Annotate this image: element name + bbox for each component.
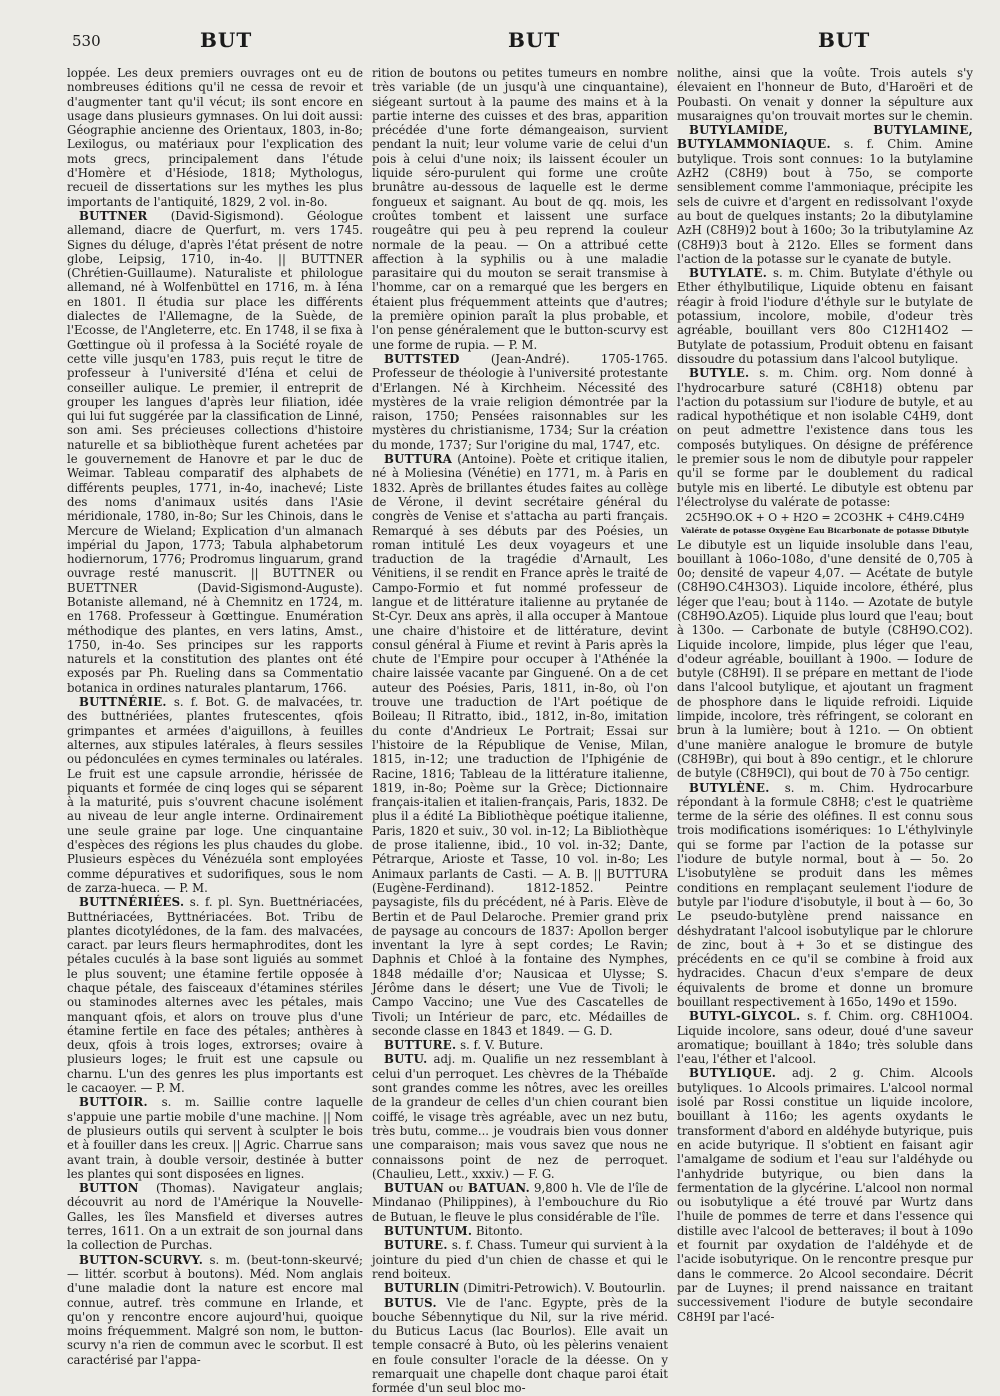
entry-headword: BUTTURE.: [384, 1038, 457, 1053]
entry-text: Vle de l'anc. Egypte, près de la bouche Sébennytique du Nil, sur la rive mérid. du Buticus Lacus (lac Bourlos). Elle avait un temple consacré à Buto, où les pèlerins venaient en foule consulter l'oracle de la déesse. On y remarquait une chapelle dont chaque paroi était formée d'un seul bloc mo-: [372, 1295, 668, 1396]
entry-headword: BUTTNÉRIE.: [79, 695, 167, 710]
entry-text: Bitonto.: [475, 1224, 523, 1239]
dictionary-entry: [677, 538, 973, 781]
entry-text: s. m. Chim. org. Nom donné à l'hydrocarbure saturé (C8H18) obtenu par l'action du potassium sur l'iodure de butyle, et au radical hypothétique et non isolable C4H9, dont on peut admettre l'existence dans tous les composés butyliques. On désigne de préférence le premier sous le nom de dibutyle pour rappeler qu'il se forme par le doublement du radical butyle mis en liberté. Le dibutyle est obtenu par l'électrolyse du valérate de potasse:: [677, 366, 973, 509]
text-column-1: [67, 66, 363, 1367]
entry-text: adj. 2 g. Chim. Alcools butyliques. 1o Alcools primaires. L'alcool normal isolé par Rossi constitue un liquide incolore, bouillant à 116o; les agents oxydants le transforment d'abord en aldéhyde butyrique, puis en acide butyrique. Il s'obtient en faisant agir l'amalgame de sodium et l'eau sur l'aldéhyde ou l'anhydride butyrique, ou bien dans la fermentation de la glycérine. L'alcool non normal ou isobutylique a été trouvé par Wurtz dans l'huile de pommes de terre et dans l'essence qui distille avec l'alcool de betteraves; il bout à 109o et fournit par oxydation de l'aldéhyde et de l'acide isobutyrique. On le rencontre presque pur dans le commerce. 2o Alcool secondaire. Décrit par de Luynes; il prend naissance en traitant successivement l'iodure de butyle secondaire C8H9I par l'acé-: [677, 1066, 973, 1324]
entry-text: s. f. V. Buture.: [460, 1038, 544, 1053]
entry-text: (Antoine). Poète et critique italien, né à Moliesina (Vénétie) en 1771, m. à Paris en 1832. Après de brillantes études faites au collège de Vérone, il devint secrétaire général du congrès de Venise et s'attacha au parti français. Remarqué à ses débuts par des Poésies, un roman intitulé Les deux voyageurs et une traduction de la tragédie d'Arnault, Les Vénitiens, il se rendit en France après le traité de Campo-Formio et fut nommé professeur de langue et de littérature italienne au prytanée de St-Cyr. Deux ans après, il alla occuper à Mantoue une chaire d'histoire et de littérature, devint consul général à Fiume et revint à Paris après la chute de l'Empire pour occuper à l'Athénée la chaire laissée vacante par Ginguené. On a de cet auteur des Poésies, Paris, 1811, in-8o, où l'on trouve une traduction de l'Art poétique de Boileau; Il Ritratto, ibid., 1812, in-8o, imitation du conte d'Andrieux Le Portrait; Essai sur l'histoire de la République de Venise, Milan, 1815, in-12; une traduction de l'Iphigénie de Racine, 1816; Tableau de la littérature italienne, 1819, in-8o; Poème sur la Grèce; Dictionnaire français-italien et italien-français, Paris, 1832. De plus il a édité La Bibliothèque poétique italienne, Paris, 1820 et suiv., 30 vol. in-12; La Bibliothèque de prose italienne, ibid., 10 vol. in-32; Dante, Pétrarque, Arioste et Tasse, 10 vol. in-8o; Les Animaux parlants de Casti. — A. B. || BUTTURA (Eugène-Ferdinand). 1812-1852. Peintre paysagiste, fils du précédent, né à Paris. Elève de Bertin et de Paul Delaroche. Premier grand prix de paysage au concours de 1837: Apollon berger inventant la lyre à sept cordes; Le Ravin; Daphnis et Chloé à la fontaine des Nymphes, 1848 médaille d'or; Nausicaa et Ulysse; S. Jérôme dans le désert; une Vue de Tivoli; le Campo Vaccino; une Vue des Cascatelles de Tivoli; un Intérieur de parc, etc. Médailles de seconde classe en 1843 et 1849. — G. D.: [372, 452, 668, 1038]
dictionary-entry: [372, 1224, 668, 1238]
entry-text: adj. m. Qualifie un nez ressemblant à celui d'un perroquet. Les chèvres de la Thébaïde sont grandes comme les nôtres, avec les oreilles de la grandeur de celles d'un chien courant bien coiffé, le visage très agréable, avec un nez butu, très butu, comme... je voudrais bien vous donner une comparaison; mais vous savez que nous ne connaissons point de nez de perroquet. (Chaulieu, Lett., xxxiv.) — F. G.: [372, 1052, 668, 1181]
entry-headword: BUTUAN ou BATUAN.: [384, 1181, 531, 1196]
dictionary-entry: [67, 1253, 363, 1367]
entry-headword: BUTUS.: [384, 1295, 437, 1310]
dictionary-entry: [372, 1038, 668, 1052]
dictionary-entry: [677, 123, 973, 266]
entry-headword: BUTURLIN: [384, 1281, 460, 1296]
dictionary-entry: [372, 66, 668, 352]
dictionary-entry: [67, 209, 363, 695]
entry-headword: BUTYLATE.: [689, 266, 768, 281]
entry-headword: BUTUNTUM.: [384, 1224, 473, 1239]
entry-text: (David-Sigismond). Géologue allemand, diacre de Querfurt, m. vers 1745. Signes du déluge, d'après l'état présent de notre globe, Leipsig, 1710, in-4o. || BUTTNER (Chrétien-Guillaume). Naturaliste et philologue allemand, né à Wolfenbüttel en 1716, m. à Iéna en 1801. Il étudia sur place les différents dialectes de l'Allemagne, de la Suède, de l'Ecosse, de l'Angleterre, etc. En 1748, il se fixa à Gœttingue où il professa à la Société royale de cette ville jusqu'en 1783, puis reçut le titre de professeur à l'université d'Iéna et celui de conseiller aulique. Le premier, il entreprit de grouper les langues d'après leur filiation, idée qui lui fut suggérée par la classification de Linné, son ami. Ses précieuses collections d'histoire naturelle et sa bibliothèque furent achetées par le gouvernement de Hanovre et par le duc de Weimar. Tableau comparatif des alphabets de différents peuples, 1771, in-4o, inachevé; Liste des noms d'animaux usités dans l'Asie méridionale, 1780, in-8o; Sur les Chinois, dans le Mercure de Wieland; Explication d'un almanach impérial du Japon, 1773; Tabula alphabetorum hodiernorum, 1776; Prodromus linguarum, grand ouvrage resté manuscrit. || BUTTNER ou BUETTNER (David-Sigismond-Auguste). Botaniste allemand, né à Chemnitz en 1724, m. en 1768. Professeur à Gœttingue. Enumération méthodique des plantes, en vers latins, Amst., 1750, in-4o. Ses principes sur les rapports naturels et la constitution des plantes ont été exposés par Ph. Rueling dans sa Commentatio botanica in ordines naturales plantarum, 1766.: [67, 208, 363, 695]
dictionary-entry: [677, 366, 973, 509]
dictionary-entry: [372, 352, 668, 452]
dictionary-entry: [372, 1181, 668, 1224]
entry-text: rition de boutons ou petites tumeurs en nombre très variable (de un jusqu'à une cinquantaine), siégeant surtout à la paume des mains et à la partie interne des cuisses et des bras, apparition précédée d'une forte démangeaison, survient pendant la nuit; leur volume varie de celui d'un pois à celui d'une noix; ils laissent écouler un liquide séro-purulent qui forme une croûte brunâtre au-dessous de laquelle est le derme fongueux et saignant. Au bout de qq. mois, les croûtes tombent et laissent une surface rougeâtre qui peu à peu reprend la couleur normale de la peau. — On a attribué cette affection à la syphilis ou à une maladie parasitaire qui du mouton se serait transmise à l'homme, car on a remarqué que les bergers en étaient plus fréquemment atteints que d'autres; la première opinion paraît la plus probable, et l'on pense généralement que le button-scurvy est une forme de rupia. — P. M.: [372, 66, 668, 352]
running-head-left: BUT: [200, 28, 253, 52]
dictionary-entry: [67, 695, 363, 895]
entry-headword: BUTYLE.: [689, 366, 750, 381]
entry-headword: BUTU.: [384, 1052, 428, 1067]
dictionary-entry: [67, 1181, 363, 1252]
entry-text: nolithe, ainsi que la voûte. Trois autels s'y élevaient en l'honneur de Buto, d'Haroëri et de Poubasti. On venait y donner la sépulture aux musaraignes qu'on trouvait mortes sur le chemin.: [677, 66, 973, 123]
entry-text: s. m. (beut-tonn-skeurvé; — littér. scorbut à boutons). Méd. Nom anglais d'une maladie dont la nature est encore mal connue, autref. très commune en Irlande, et qu'on y rencontre encore aujourd'hui, quoique moins fréquemment. Malgré son nom, le button-scurvy n'a rien de commun avec le scorbut. Il est caractérisé par l'appa-: [67, 1252, 363, 1367]
entry-headword: BUTTURA: [384, 452, 453, 467]
dictionary-entry: [372, 1052, 668, 1181]
entry-headword: BUTTSTED: [384, 351, 460, 366]
entry-text: s. f. Bot. G. de malvacées, tr. des buttnériées, plantes frutescentes, qfois grimpantes et armées d'aiguillons, à feuilles alternes, aux stipules latérales, à fleurs sessiles ou pédonculées en cymes terminales ou latérales. Le fruit est une capsule arrondie, hérissée de piquants et formée de cinq loges qui se séparent à la maturité, puis s'ouvrent chacune isolément au niveau de leur angle interne. Ordinairement une seule graine par loge. Une cinquantaine d'espèces des régions les plus chaudes du globe. Plusieurs espèces du Vénézuéla sont employées comme dépuratives et sudorifiques, sous le nom de zarza-hueca. — P. M.: [67, 695, 363, 895]
chemical-equation: 2C5H9O.OK + O + H2O = 2CO3HK + C4H9.C4H9: [685, 511, 965, 525]
entry-text: loppée. Les deux premiers ouvrages ont eu de nombreuses éditions qu'il ne cessa de revoir et d'augmenter tant qu'il vécut; ils sont encore en usage dans plusieurs gymnases. On lui doit aussi: Géographie ancienne des Orientaux, 1803, in-8o; Lexilogus, ou matériaux pour l'explication des mots grecs, principalement dans l'étude d'Homère et d'Hésiode, 1818; Mythologus, recueil de dissertations sur les mythes les plus importants de l'antiquité, 1829, 2 vol. in-8o.: [67, 66, 363, 209]
dictionary-entry: [67, 895, 363, 1095]
dictionary-entry: [677, 1009, 973, 1066]
running-head-center: BUT: [508, 28, 561, 52]
equation-legend-item: Dibutyle: [932, 525, 969, 535]
equation-legend-item: Oxygène: [768, 525, 806, 535]
page-number: 530: [72, 32, 101, 50]
entry-text: s. f. Chim. org. C8H10O4. Liquide incolore, sans odeur, doué d'une saveur aromatique; bouillant à 184o; très soluble dans l'eau, l'éther et l'alcool.: [677, 1009, 973, 1067]
dictionary-entry: [677, 66, 973, 123]
entry-headword: BUTTON-SCURVY.: [79, 1252, 204, 1267]
entry-headword: BUTTON: [79, 1181, 139, 1196]
entry-headword: BUTYLÈNE.: [689, 780, 770, 795]
entry-headword: BUTYL-GLYCOL.: [689, 1009, 801, 1024]
entry-text: (Thomas). Navigateur anglais; découvrit au nord de l'Amérique la Nouvelle-Galles, les îles Mansfield et diverses autres terres, 1611. On a un extrait de son journal dans la collection de Purchas.: [67, 1181, 363, 1253]
entry-text: Le dibutyle est un liquide insoluble dans l'eau, bouillant à 106o-108o, d'une densité de 0,705 à 0o; densité de vapeur 4,07. — Acétate de butyle (C8H9O.C4H3O3). Liquide incolore, éthéré, plus léger que l'eau; bout à 114o. — Azotate de butyle (C8H9O.AzO5). Liquide plus lourd que l'eau; bout à 130o. — Carbonate de butyle (C8H9O.CO2). Liquide incolore, limpide, plus léger que l'eau, d'odeur agréable, bouillant à 190o. — Iodure de butyle (C8H9I). Il se prépare en mettant de l'iode dans l'alcool butylique, et ajoutant un fragment de phosphore dans le liquide refroidi. Liquide limpide, incolore, très réfringent, se colorant en brun à la lumière; bout à 121o. — On obtient d'une manière analogue le bromure de butyle (C8H9Br), qui bout à 89o centigr., et le chlorure de butyle (C8H9Cl), qui bout de 70 à 75o centigr.: [677, 537, 973, 781]
running-head-right: BUT: [818, 28, 871, 52]
equation-legend-item: Bicarbonate de potasse: [827, 525, 930, 535]
dictionary-entry: [372, 452, 668, 1038]
entry-text: s. m. Chim. Butylate d'éthyle ou Ether éthylbutilique, Liquide obtenu en faisant réagir à froid l'iodure d'éthyle sur le butylate de potassium, incolore, mobile, d'odeur très agréable, bouillant vers 80o C12H14O2 — Butylate de potassium, Produit obtenu en faisant dissoudre du potassium dans l'alcool butylique.: [677, 266, 973, 366]
entry-headword: BUTTNÉRIÉES.: [79, 895, 185, 910]
dictionary-entry: [677, 781, 973, 1010]
dictionary-entry: [677, 1066, 973, 1323]
entry-text: 9,800 h. Vle de l'île de Mindanao (Philippines), à l'embouchure du Rio de Butuan, le fleuve le plus considérable de l'île.: [372, 1181, 669, 1224]
entry-headword: BUTYLIQUE.: [689, 1066, 777, 1081]
dictionary-entry: [372, 1281, 668, 1295]
dictionary-entry: [372, 1296, 668, 1396]
entry-text: s. m. Saillie contre laquelle s'appuie une partie mobile d'une machine. || Nom de plusieurs outils qui servent à sculpter le bois et à fouiller dans les creux. || Agric. Charrue sans avant train, à double versoir, destinée à butter les plantes qui sont disposées en lignes.: [67, 1095, 363, 1181]
entry-text: s. f. Chim. Amine butylique. Trois sont connues: 1o la butylamine AzH2 (C8H9) bout à 75o, se comporte sensiblement comme l'ammoniaque, précipite les sels de cuivre et d'argent en redissolvant l'oxyde au bout de quelques instants; 2o la dibutylamine AzH (C8H9)2 bout à 160o; 3o la tributylamine Az (C8H9)3 bout à 212o. Elles se forment dans l'action de la potasse sur le cyanate de butyle.: [677, 137, 973, 266]
entry-text: s. m. Chim. Hydrocarbure répondant à la formule C8H8; c'est le quatrième terme de la série des oléfines. Il est connu sous trois modifications isomériques: 1o L'éthylvinyle qui se forme par l'action de la potasse sur l'iodure de butyle normal, bout à — 5o. 2o L'isobutylène se produit dans les mêmes conditions en remplaçant seulement l'iodure de butyle par l'iodure d'isobutyle, il bout à — 6o, 3o Le pseudo-butylène prend naissance en déshydratant l'alcool isobutylique par le chlorure de zinc, bout à + 3o et se distingue des précédents en ce qu'il se combine à froid aux hydracides. Chacun d'eux s'empare de deux équivalents de brome et donne un bromure bouillant respectivement à 165o, 149o et 159o.: [677, 780, 973, 1009]
entry-headword: BUTTNER: [79, 208, 148, 223]
entry-headword: BUTURE.: [384, 1238, 448, 1253]
text-column-2: [372, 66, 669, 1396]
equation-legend-item: Eau: [808, 525, 825, 535]
text-column-3: [677, 66, 973, 1334]
entry-headword: BUTYLAMIDE, BUTYLAMINE, BUTYLAMMONIAQUE.: [677, 123, 973, 152]
dictionary-entry: [67, 1095, 363, 1181]
dictionary-entry: [67, 66, 363, 209]
entry-text: s. f. pl. Syn. Buettnériacées, Buttnériacées, Byttnériacées. Bot. Tribu de plantes dicotylédones, de la fam. des malvacées, caract. par leurs fleurs hermaphrodites, dont les pétales cuculés à la base sont liguiés au sommet le plus souvent; une étamine fertile opposée à chaque pétale, des faisceaux d'étamines stériles ou staminodes alternes avec les pétales, mais manquant qfois, et alors on trouve plus d'une étamine fertile en face des pétales; anthères à deux, qfois à trois loges, extrorses; ovaire à plusieurs loges; le fruit est une capsule ou charnu. L'un des genres les plus importants est le cacaoyer. — P. M.: [67, 895, 363, 1096]
equation-legend-item: Valérate de potasse: [681, 525, 766, 535]
entry-text: s. f. Chass. Tumeur qui survient à la jointure du pied d'un chien de chasse et qui le rend boiteux.: [372, 1238, 668, 1281]
dictionary-entry: [372, 1238, 668, 1281]
entry-text: (Jean-André). 1705-1765. Professeur de théologie à l'université protestante d'Erlangen. Né à Kirchheim. Nécessité des mystères de la vraie religion démontrée par la raison, 1750; Pensées raisonnables sur les mystères du christianisme, 1734; Sur la création du monde, 1737; Sur l'origine du mal, 1747, etc.: [372, 351, 668, 452]
equation-legend: [677, 526, 973, 535]
entry-text: (Dimitri-Petrowich). V. Boutourlin.: [463, 1281, 666, 1296]
entry-headword: BUTTOIR.: [79, 1095, 148, 1110]
dictionary-entry: [677, 266, 973, 366]
